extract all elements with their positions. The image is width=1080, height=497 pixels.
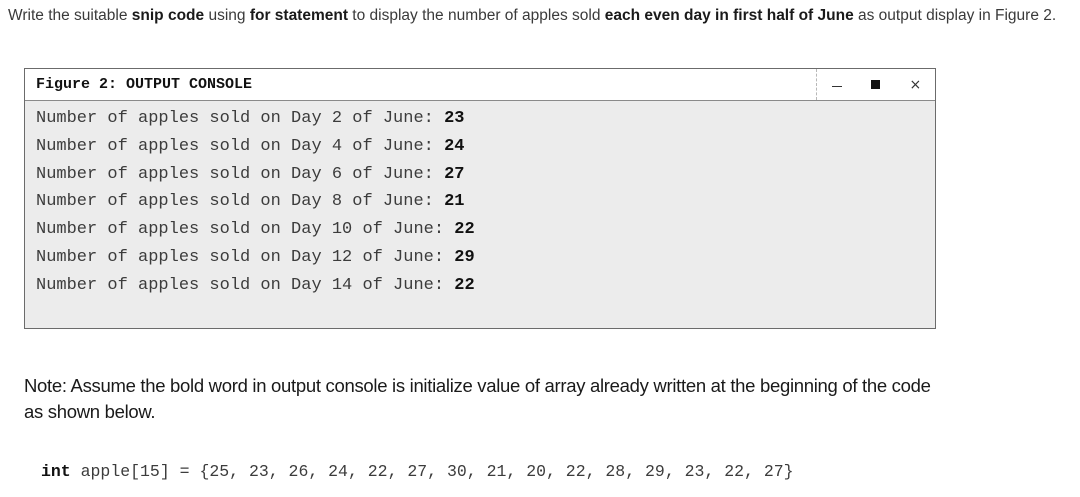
code-keyword: int bbox=[41, 462, 71, 481]
minimize-icon[interactable] bbox=[817, 69, 856, 100]
apple-value: 29 bbox=[454, 247, 475, 267]
output-console-window bbox=[24, 68, 936, 329]
apple-value: 23 bbox=[444, 109, 465, 128]
console-line: Number of apples sold on Day 4 of June: 24 bbox=[36, 136, 465, 156]
console-line: Number of apples sold on Day 10 of June: 22 bbox=[36, 220, 475, 240]
question-text: Write the suitable snip code using for statement to display the number of apples sold each even day in first half of June as output display in Figure 2. bbox=[8, 7, 1057, 24]
console-title: Figure 2: OUTPUT CONSOLE bbox=[36, 76, 253, 93]
question-bold-even-day: each even day in first half of June bbox=[604, 7, 854, 24]
close-icon[interactable]: × bbox=[909, 76, 922, 93]
code-array-declaration: apple[15] = {25, 23, 26, 24, 22, 27, 30, 21, 20, 22, 28, 29, 23, 22, 27} bbox=[70, 462, 794, 481]
console-line: Number of apples sold on Day 14 of June: 22 bbox=[36, 275, 475, 295]
apple-value: 22 bbox=[454, 220, 475, 240]
window-controls bbox=[816, 69, 935, 100]
code-snippet bbox=[41, 462, 794, 481]
apple-value: 22 bbox=[454, 275, 475, 295]
console-body bbox=[25, 101, 935, 300]
console-line: Number of apples sold on Day 2 of June: 23 bbox=[36, 109, 465, 128]
console-line: Number of apples sold on Day 12 of June: 29 bbox=[36, 247, 475, 267]
question-bold-snip-code: snip code bbox=[131, 7, 205, 24]
question-bold-for-statement: for statement bbox=[249, 7, 348, 24]
note-text: Note: Assume the bold word in output console is initialize value of array already written at the beginning of the code as shown below. bbox=[24, 375, 931, 422]
console-line: Number of apples sold on Day 8 of June: 21 bbox=[36, 192, 465, 212]
console-line: Number of apples sold on Day 6 of June: 27 bbox=[36, 164, 465, 184]
apple-value: 27 bbox=[444, 164, 465, 184]
maximize-icon[interactable] bbox=[856, 69, 895, 100]
console-header bbox=[25, 69, 935, 101]
apple-value: 24 bbox=[444, 136, 465, 156]
apple-value: 21 bbox=[444, 192, 465, 212]
